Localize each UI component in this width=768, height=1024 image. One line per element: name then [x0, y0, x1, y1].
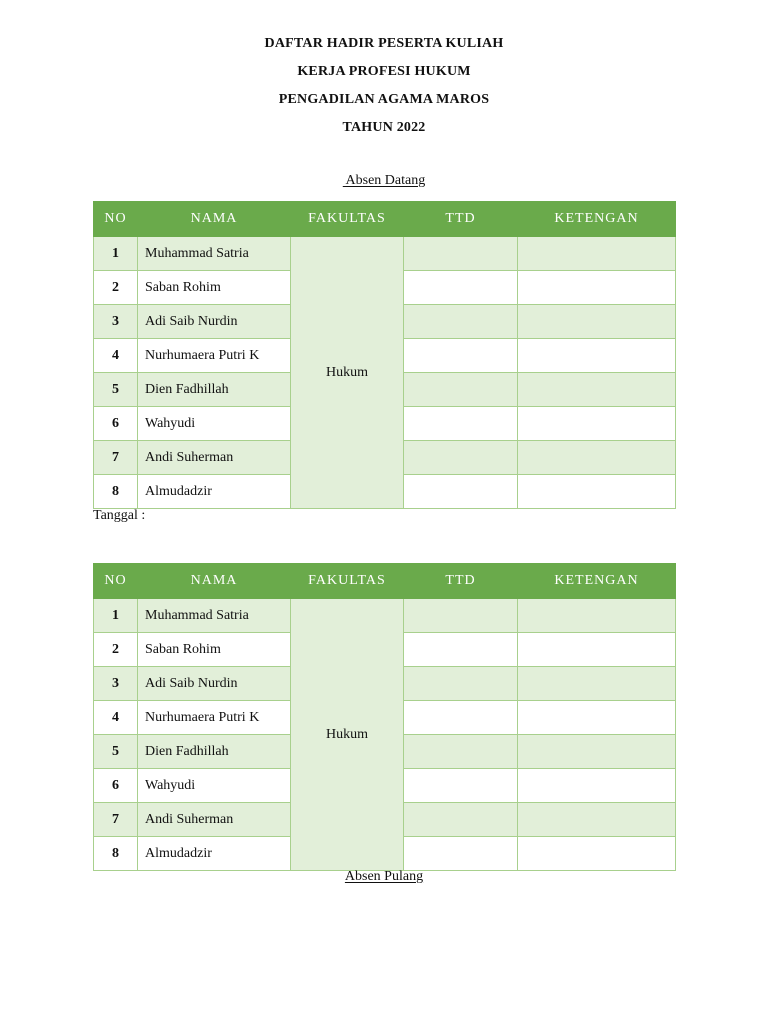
row-number: 2 — [94, 633, 138, 667]
faculty-cell: Hukum — [291, 599, 404, 871]
row-number: 5 — [94, 735, 138, 769]
participant-name: Muhammad Satria — [138, 599, 291, 633]
row-number: 3 — [94, 305, 138, 339]
row-number: 7 — [94, 803, 138, 837]
signature-cell — [404, 837, 518, 871]
signature-cell — [404, 701, 518, 735]
participant-name: Andi Suherman — [138, 803, 291, 837]
column-header-nama: NAMA — [138, 202, 291, 237]
signature-cell — [404, 271, 518, 305]
signature-cell — [404, 667, 518, 701]
participant-name: Dien Fadhillah — [138, 735, 291, 769]
participant-name: Adi Saib Nurdin — [138, 305, 291, 339]
remarks-cell — [518, 271, 676, 305]
remarks-cell — [518, 667, 676, 701]
row-number: 5 — [94, 373, 138, 407]
remarks-cell — [518, 701, 676, 735]
date-label: Tanggal : — [93, 508, 146, 523]
remarks-cell — [518, 339, 676, 373]
signature-cell — [404, 305, 518, 339]
participant-name: Almudadzir — [138, 475, 291, 509]
table-row — [94, 237, 676, 271]
caption-absen-datang: Absen Datang — [342, 173, 426, 188]
row-number: 6 — [94, 407, 138, 441]
column-header-ttd: TTD — [404, 202, 518, 237]
column-header-ketengan: KETENGAN — [518, 202, 676, 237]
participant-name: Wahyudi — [138, 407, 291, 441]
table-header-row — [94, 202, 676, 237]
remarks-cell — [518, 305, 676, 339]
table-row — [94, 599, 676, 633]
participant-name: Nurhumaera Putri K — [138, 701, 291, 735]
faculty-cell: Hukum — [291, 237, 404, 509]
remarks-cell — [518, 837, 676, 871]
title-line-1: DAFTAR HADIR PESERTA KULIAH — [264, 36, 504, 51]
participant-name: Muhammad Satria — [138, 237, 291, 271]
signature-cell — [404, 769, 518, 803]
row-number: 4 — [94, 701, 138, 735]
row-number: 7 — [94, 441, 138, 475]
remarks-cell — [518, 373, 676, 407]
attendance-table-arrival — [93, 201, 676, 509]
row-number: 4 — [94, 339, 138, 373]
title-line-4: TAHUN 2022 — [342, 120, 426, 135]
column-header-nama: NAMA — [138, 564, 291, 599]
participant-name: Saban Rohim — [138, 271, 291, 305]
column-header-no: NO — [94, 564, 138, 599]
remarks-cell — [518, 735, 676, 769]
caption-absen-pulang: Absen Pulang — [344, 869, 424, 884]
attendance-table-departure — [93, 563, 676, 871]
row-number: 1 — [94, 237, 138, 271]
signature-cell — [404, 339, 518, 373]
remarks-cell — [518, 475, 676, 509]
signature-cell — [404, 441, 518, 475]
remarks-cell — [518, 407, 676, 441]
remarks-cell — [518, 599, 676, 633]
document-header — [0, 30, 768, 142]
column-header-fakultas: FAKULTAS — [291, 202, 404, 237]
column-header-no: NO — [94, 202, 138, 237]
table-header-row — [94, 564, 676, 599]
remarks-cell — [518, 803, 676, 837]
remarks-cell — [518, 441, 676, 475]
signature-cell — [404, 407, 518, 441]
signature-cell — [404, 803, 518, 837]
row-number: 3 — [94, 667, 138, 701]
participant-name: Nurhumaera Putri K — [138, 339, 291, 373]
column-header-ttd: TTD — [404, 564, 518, 599]
signature-cell — [404, 735, 518, 769]
remarks-cell — [518, 237, 676, 271]
row-number: 2 — [94, 271, 138, 305]
column-header-ketengan: KETENGAN — [518, 564, 676, 599]
row-number: 8 — [94, 475, 138, 509]
participant-name: Adi Saib Nurdin — [138, 667, 291, 701]
row-number: 6 — [94, 769, 138, 803]
signature-cell — [404, 633, 518, 667]
signature-cell — [404, 475, 518, 509]
remarks-cell — [518, 769, 676, 803]
remarks-cell — [518, 633, 676, 667]
participant-name: Dien Fadhillah — [138, 373, 291, 407]
signature-cell — [404, 373, 518, 407]
signature-cell — [404, 599, 518, 633]
participant-name: Saban Rohim — [138, 633, 291, 667]
participant-name: Almudadzir — [138, 837, 291, 871]
title-line-2: KERJA PROFESI HUKUM — [297, 64, 471, 79]
row-number: 8 — [94, 837, 138, 871]
title-line-3: PENGADILAN AGAMA MAROS — [278, 92, 490, 107]
participant-name: Andi Suherman — [138, 441, 291, 475]
row-number: 1 — [94, 599, 138, 633]
column-header-fakultas: FAKULTAS — [291, 564, 404, 599]
signature-cell — [404, 237, 518, 271]
participant-name: Wahyudi — [138, 769, 291, 803]
